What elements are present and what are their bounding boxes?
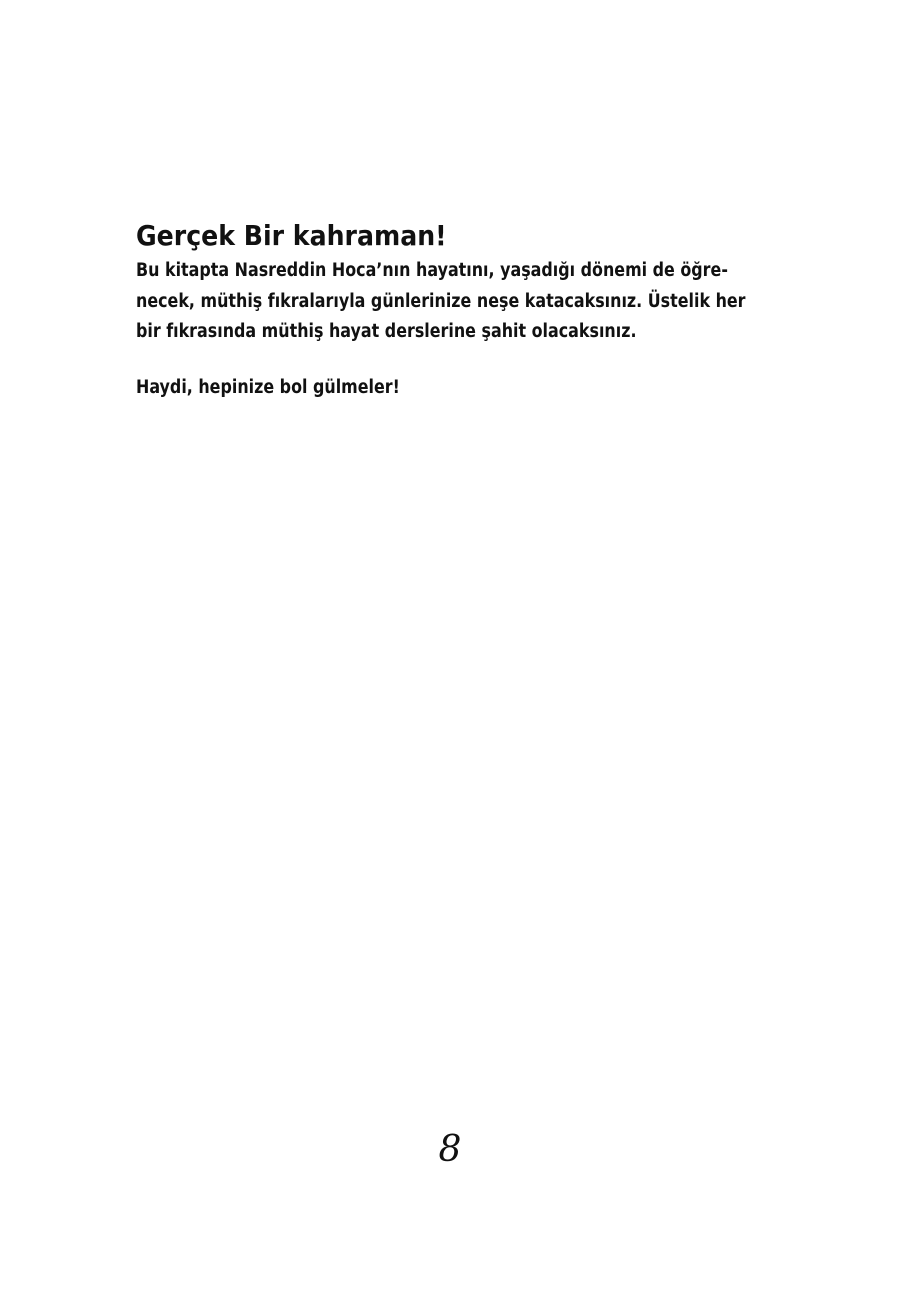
paragraph-line: bir fıkrasında müthiş hayat derslerine şahit olacaksınız. [136, 321, 637, 342]
intro-paragraph [136, 256, 777, 348]
closing-line: Haydi, hepinize bol gülmeler! [136, 376, 400, 398]
page-content [136, 218, 776, 403]
paragraph-line: necek, müthiş fıkralarıyla günlerinize neşe katacaksınız. Üstelik her [136, 290, 746, 312]
paragraph-line: Bu kitapta Nasreddin Hoca’nın hayatını, yaşadığı dönemi de öğre- [136, 260, 728, 281]
page-number: 8 [438, 1129, 462, 1170]
section-heading: Gerçek Bir kahraman! [136, 219, 447, 252]
